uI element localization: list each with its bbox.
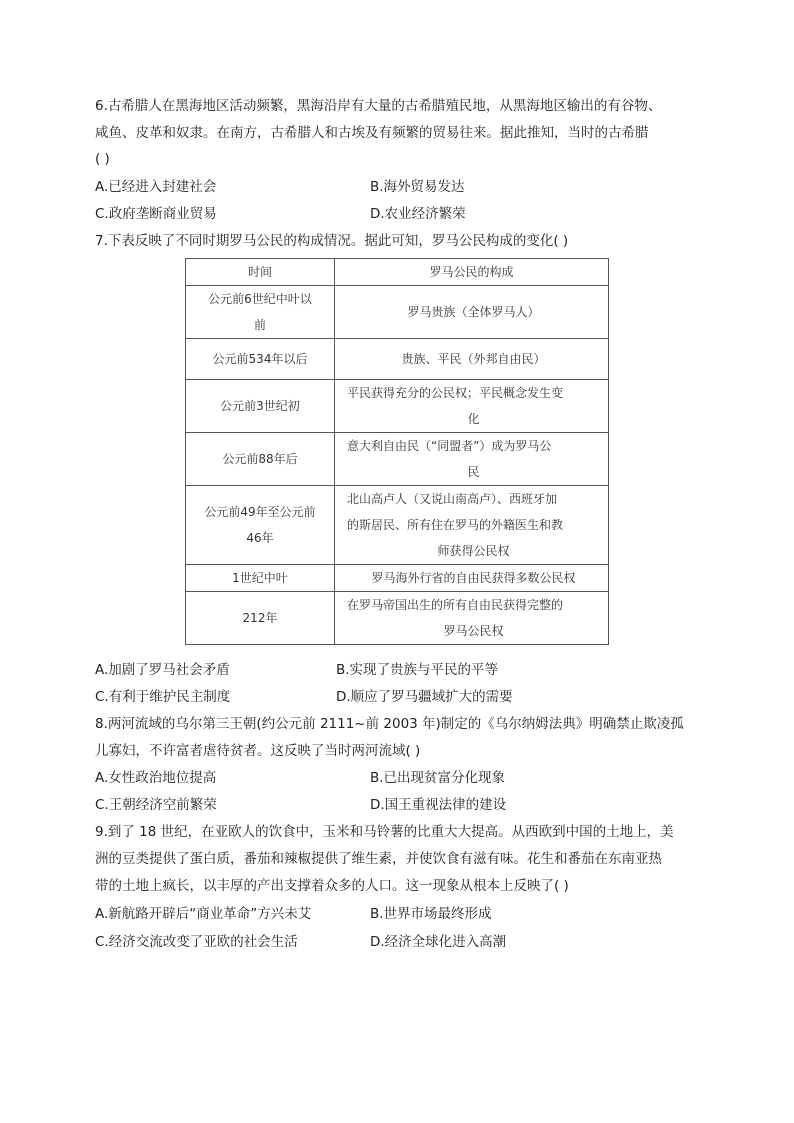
table-row: [186, 286, 609, 339]
cell-text-line: 公元前3世纪初: [220, 399, 300, 413]
q6-stem-line-2: 咸鱼、皮革和奴隶。在南方，古希腊人和古埃及有频繁的贸易往来。据此推知，当时的古希腊: [95, 125, 649, 141]
cell-text-line: 212年: [242, 611, 278, 625]
table-row: [186, 339, 609, 380]
q9-option-d: D.经济全球化进入高潮: [370, 934, 507, 950]
q6-option-a: A.已经进入封建社会: [95, 179, 217, 195]
table-cell-composition: [335, 592, 609, 645]
q6-option-c: C.政府垄断商业贸易: [95, 206, 217, 222]
q7-stem: 7.下表反映了不同时期罗马公民的构成情况。据此可知，罗马公民构成的变化( ): [95, 233, 569, 249]
table-cell-composition: [335, 286, 609, 339]
cell-text-line: 罗马贵族（全体罗马人）: [407, 305, 540, 319]
cell-text-line: 民: [467, 465, 480, 479]
cell-text-line: 罗马海外行省的自由民获得多数公民权: [371, 571, 576, 585]
table-cell-composition: [335, 339, 609, 380]
cell-text-line: 46年: [246, 531, 274, 545]
table-header-composition: 罗马公民的构成: [335, 259, 609, 286]
q8-option-b: B.已出现贫富分化现象: [370, 770, 506, 786]
q9-stem-line-1: 9.到了 18 世纪，在亚欧人的饮食中，玉米和马铃薯的比重大大提高。从西欧到中国的土地上，美: [95, 824, 674, 840]
q9-option-b: B.世界市场最终形成: [370, 906, 492, 922]
table-cell-time: [186, 592, 335, 645]
cell-text-line: 1世纪中叶: [232, 571, 288, 585]
table-cell-composition: [335, 433, 609, 486]
roman-citizen-table: [185, 258, 609, 645]
table-cell-time: [186, 339, 335, 380]
table-cell-time: [186, 433, 335, 486]
table-header-row: [186, 259, 609, 286]
table-row: [186, 565, 609, 592]
cell-text-line: 公元前88年后: [222, 452, 298, 466]
q8-option-c: C.王朝经济空前繁荣: [95, 797, 217, 813]
cell-text-line: 公元前534年以后: [212, 352, 308, 366]
q8-stem-line-2: 儿寡妇，不许富者虐待贫者。这反映了当时两河流域( ): [95, 743, 421, 759]
q9-stem-line-3: 带的土地上疯长，以丰厚的产出支撑着众多的人口。这一现象从根本上反映了( ): [95, 878, 569, 894]
q8-stem-line-1: 8.两河流域的乌尔第三王朝(约公元前 2111~前 2003 年)制定的《乌尔纳姆法典》明确禁止欺凌孤: [95, 716, 684, 732]
cell-text-line: 公元前49年至公元前: [204, 505, 316, 519]
q7-option-b: B.实现了贵族与平民的平等: [336, 662, 499, 678]
cell-text-line: 的斯居民、所有住在罗马的外籍医生和教: [347, 518, 564, 532]
q6-answer-bracket: ( ): [95, 151, 110, 167]
cell-text-line: 在罗马帝国出生的所有自由民获得完整的: [347, 598, 564, 612]
table-row: [186, 486, 609, 565]
q7-option-c: C.有利于维护民主制度: [95, 689, 231, 705]
cell-text-line: 平民获得充分的公民权；平民概念发生变: [347, 386, 564, 400]
table-cell-composition: [335, 380, 609, 433]
table-cell-time: [186, 286, 335, 339]
q9-option-c: C.经济交流改变了亚欧的社会生活: [95, 934, 298, 950]
table-row: [186, 592, 609, 645]
q9-stem-line-2: 洲的豆类提供了蛋白质，番茄和辣椒提供了维生素，并使饮食有滋有味。花生和番茄在东南亚热: [95, 851, 662, 867]
table-cell-time: [186, 565, 335, 592]
table-cell-composition: [335, 486, 609, 565]
table-header-time: 时间: [186, 259, 335, 286]
cell-text-line: 化: [467, 412, 480, 426]
cell-text-line: 罗马公民权: [443, 624, 504, 638]
cell-text-line: 师获得公民权: [437, 544, 510, 558]
cell-text-line: 公元前6世纪中叶以: [208, 292, 312, 306]
cell-text-line: 北山高卢人（又说山南高卢）、西班牙加: [347, 492, 558, 506]
q6-option-b: B.海外贸易发达: [370, 179, 465, 195]
table-cell-composition: [335, 565, 609, 592]
cell-text-line: 贵族、平民（外邦自由民）: [401, 352, 546, 366]
q6-option-d: D.农业经济繁荣: [370, 206, 466, 222]
table-cell-time: [186, 486, 335, 565]
q8-option-d: D.国王重视法律的建设: [370, 797, 507, 813]
table-row: [186, 433, 609, 486]
cell-text-line: 意大利自由民（“同盟者”）成为罗马公: [347, 439, 552, 453]
q8-option-a: A.女性政治地位提高: [95, 770, 217, 786]
cell-text-line: 前: [253, 318, 266, 332]
q6-stem-line-1: 6.古希腊人在黑海地区活动频繁，黑海沿岸有大量的古希腊殖民地，从黑海地区输出的有谷物、: [95, 98, 662, 114]
table-cell-time: [186, 380, 335, 433]
table-row: [186, 380, 609, 433]
q9-option-a: A.新航路开辟后“商业革命”方兴未艾: [95, 906, 312, 922]
q7-option-a: A.加剧了罗马社会矛盾: [95, 662, 230, 678]
q7-option-d: D.顺应了罗马疆域扩大的需要: [336, 689, 513, 705]
